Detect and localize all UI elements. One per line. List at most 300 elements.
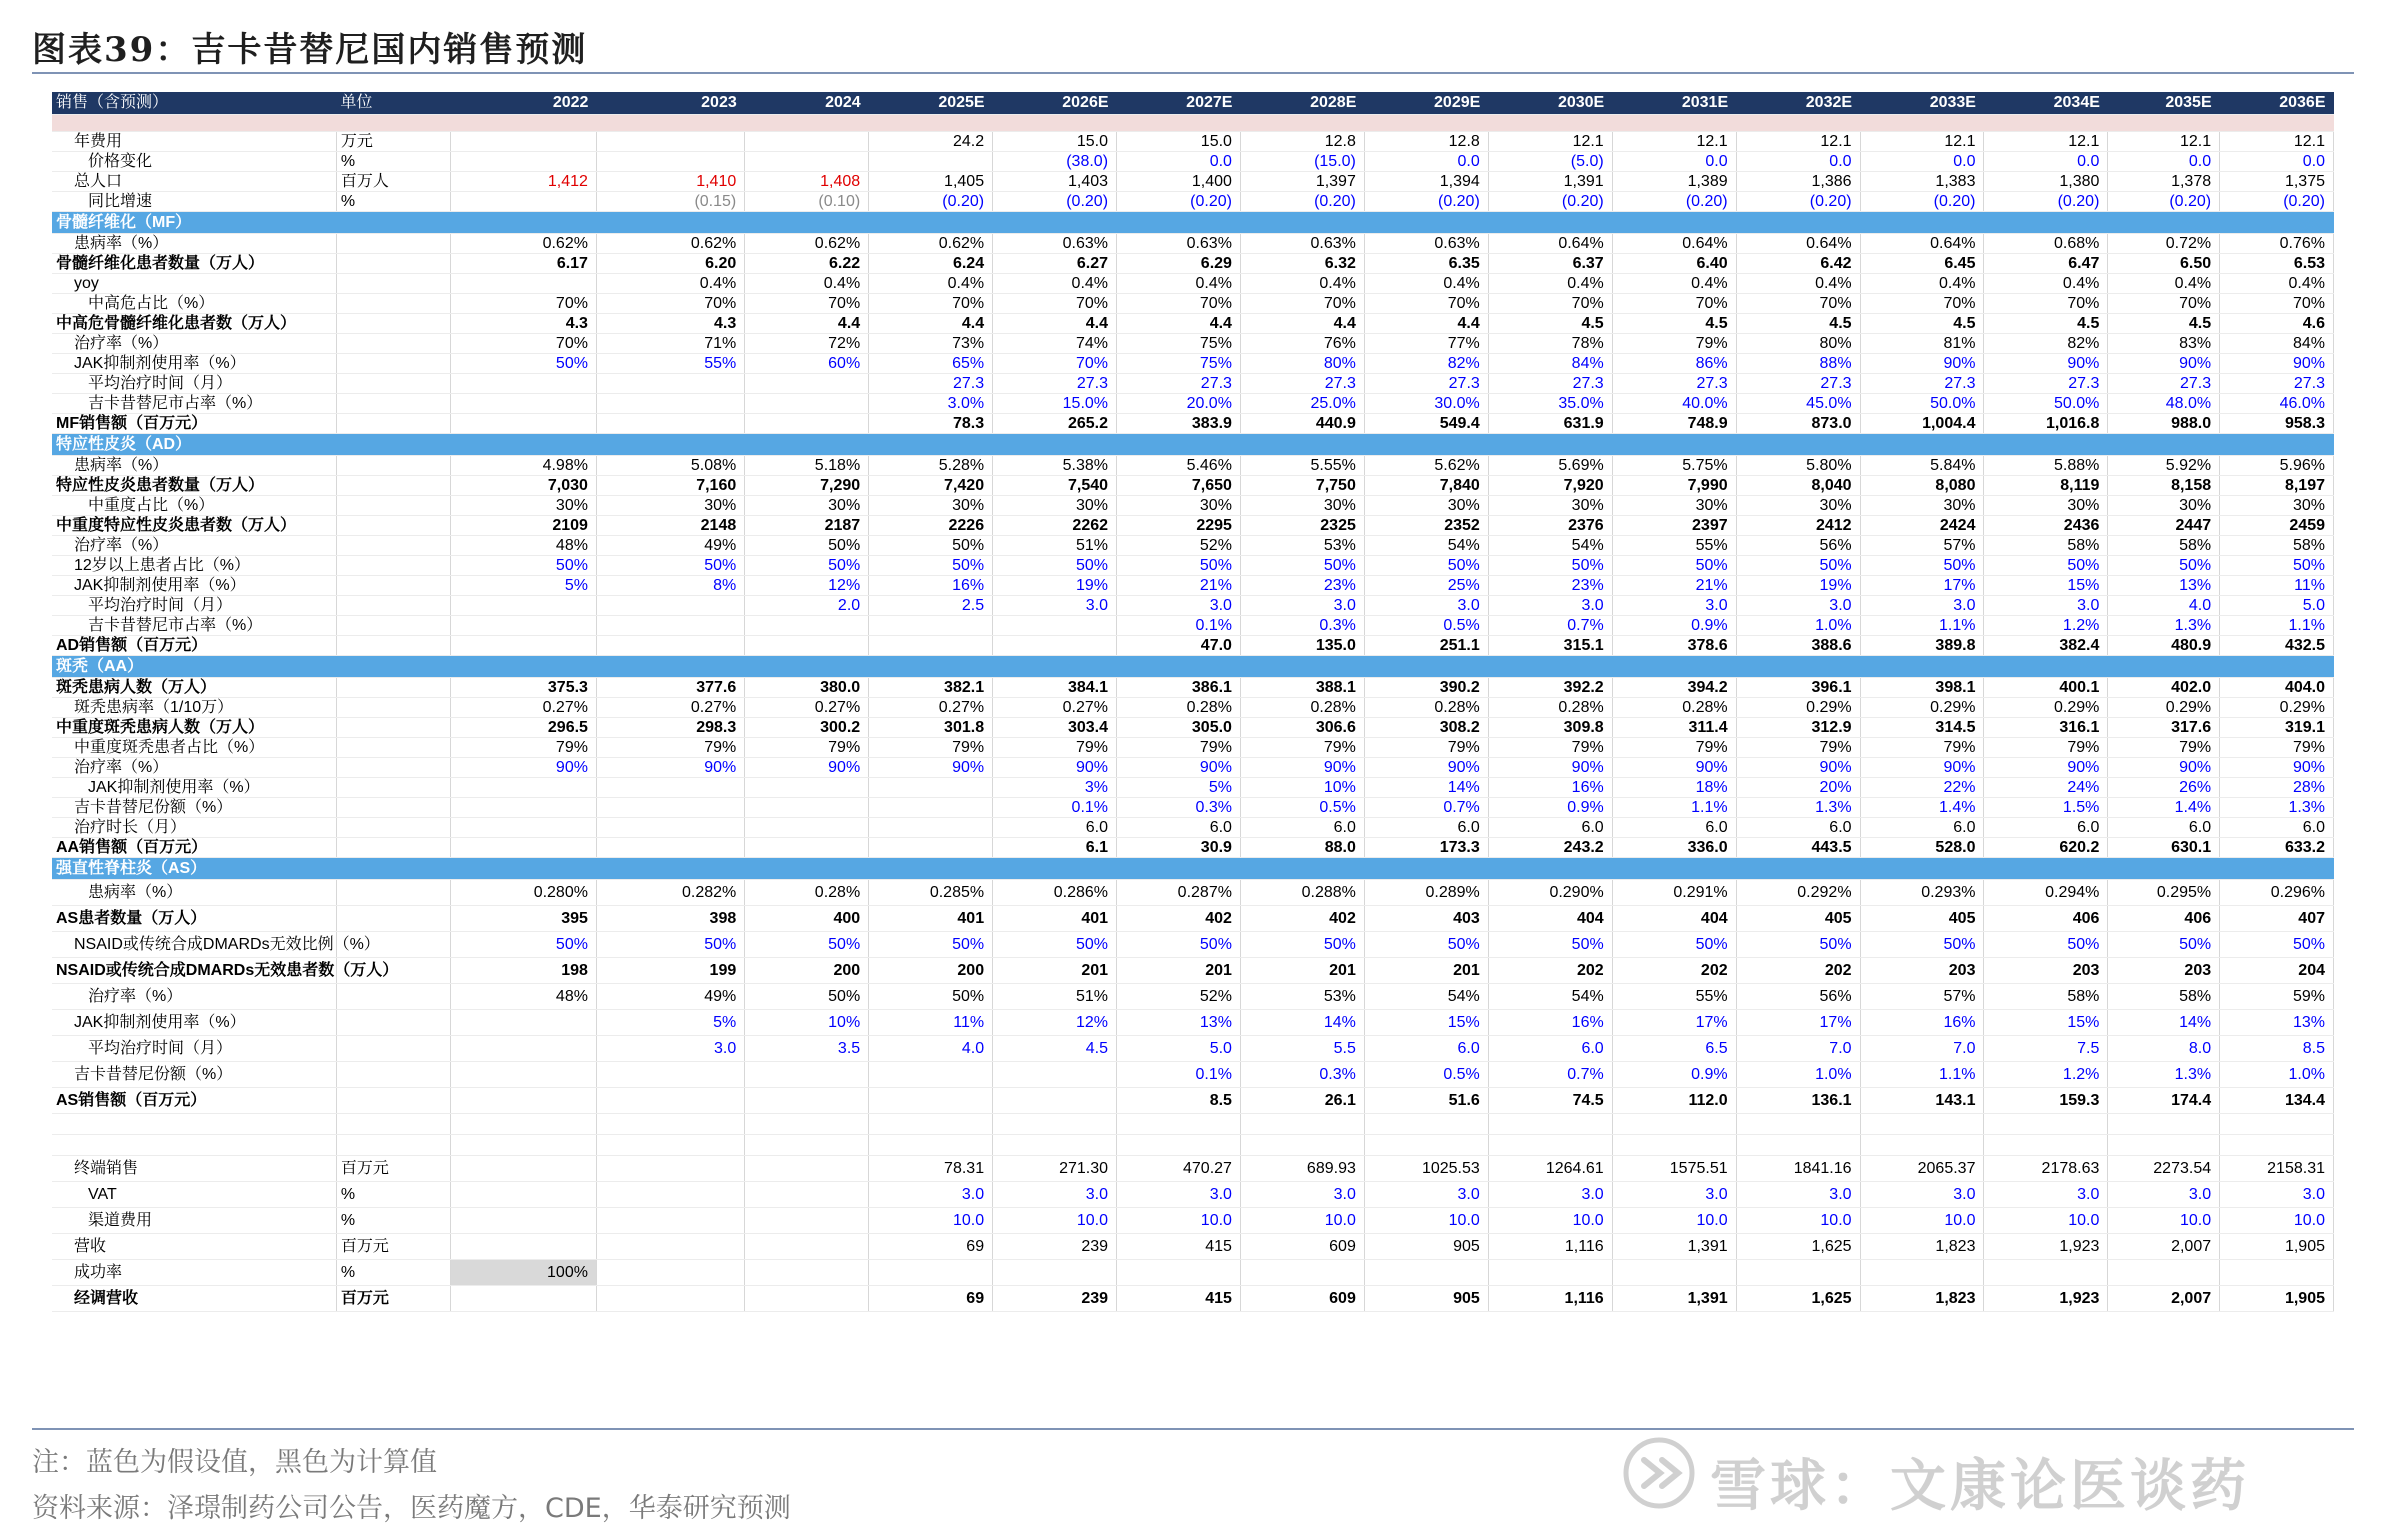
row-unit: % <box>336 152 450 172</box>
value-cell: 6.50 <box>2108 254 2220 274</box>
value-cell: 79% <box>1488 738 1612 758</box>
value-cell: 8.0 <box>2108 1036 2220 1062</box>
value-cell: 1,391 <box>1612 1234 1736 1260</box>
value-cell: 630.1 <box>2108 838 2220 858</box>
value-cell: 81% <box>1860 334 1984 354</box>
value-cell: 301.8 <box>869 718 993 738</box>
value-cell: 5.69% <box>1488 456 1612 476</box>
row-unit <box>336 476 450 496</box>
value-cell: 2158.31 <box>2220 1156 2334 1182</box>
value-cell <box>745 1135 869 1156</box>
table-row <box>52 1286 2334 1312</box>
value-cell <box>993 656 1117 678</box>
value-cell: 405 <box>1860 906 1984 932</box>
value-cell: 0.0 <box>1860 152 1984 172</box>
value-cell: 6.40 <box>1612 254 1736 274</box>
value-cell: 27.3 <box>1612 374 1736 394</box>
year-header: 2024 <box>745 92 869 115</box>
value-cell: 0.291% <box>1612 880 1736 906</box>
value-cell <box>596 1135 744 1156</box>
value-cell <box>1488 1114 1612 1135</box>
row-label: 骨髓纤维化（MF） <box>52 212 336 234</box>
value-cell: 24% <box>1984 778 2108 798</box>
value-cell: 7,650 <box>1117 476 1241 496</box>
row-label: 销售（含预测） <box>52 92 336 115</box>
value-cell <box>993 1062 1117 1088</box>
value-cell: 392.2 <box>1488 678 1612 698</box>
row-label: 斑秃患病人数（万人） <box>52 678 336 698</box>
value-cell: 0.28% <box>1117 698 1241 718</box>
year-header: 2022 <box>450 92 596 115</box>
value-cell: 50% <box>450 354 596 374</box>
value-cell: 0.5% <box>1240 798 1364 818</box>
value-cell: 239 <box>993 1286 1117 1312</box>
value-cell <box>745 636 869 656</box>
value-cell: 400.1 <box>1984 678 2108 698</box>
value-cell: 79% <box>596 738 744 758</box>
value-cell <box>2108 212 2220 234</box>
value-cell <box>450 1286 596 1312</box>
value-cell: 10.0 <box>1612 1208 1736 1234</box>
value-cell: 443.5 <box>1736 838 1860 858</box>
value-cell: 4.4 <box>869 314 993 334</box>
value-cell: 10.0 <box>1364 1208 1488 1234</box>
value-cell: 3.0 <box>1240 1182 1364 1208</box>
value-cell: 0.0 <box>1117 152 1241 172</box>
value-cell <box>745 115 869 132</box>
value-cell: 3.0 <box>993 1182 1117 1208</box>
row-label: NSAID或传统合成DMARDs无效患者数（万人） <box>52 958 336 984</box>
value-cell: 0.28% <box>1612 698 1736 718</box>
row-label: 吉卡昔替尼份额（%） <box>52 1062 336 1088</box>
value-cell: (38.0) <box>993 152 1117 172</box>
value-cell: 298.3 <box>596 718 744 738</box>
row-unit <box>336 1010 450 1036</box>
value-cell: 30% <box>1240 496 1364 516</box>
row-unit <box>336 1114 450 1135</box>
value-cell: 0.63% <box>1240 234 1364 254</box>
value-cell: (0.20) <box>993 192 1117 212</box>
section-row <box>52 212 2334 234</box>
value-cell <box>1984 858 2108 880</box>
value-cell: 2,007 <box>2108 1234 2220 1260</box>
row-label: AS销售额（百万元） <box>52 1088 336 1114</box>
value-cell <box>745 1234 869 1260</box>
value-cell <box>450 838 596 858</box>
value-cell: 0.292% <box>1736 880 1860 906</box>
value-cell: 405 <box>1736 906 1860 932</box>
value-cell: 395 <box>450 906 596 932</box>
table-row <box>52 516 2334 536</box>
row-unit <box>336 394 450 414</box>
value-cell <box>869 858 993 880</box>
table-row <box>52 838 2334 858</box>
value-cell: 59% <box>2220 984 2334 1010</box>
value-cell: 3.0 <box>1488 1182 1612 1208</box>
value-cell: 7,540 <box>993 476 1117 496</box>
row-unit <box>336 906 450 932</box>
value-cell: 271.30 <box>993 1156 1117 1182</box>
value-cell: 8,080 <box>1860 476 1984 496</box>
value-cell <box>450 152 596 172</box>
value-cell <box>745 858 869 880</box>
value-cell <box>596 434 744 456</box>
value-cell: 50% <box>869 556 993 576</box>
value-cell <box>745 616 869 636</box>
value-cell <box>2108 434 2220 456</box>
value-cell <box>450 1135 596 1156</box>
value-cell: 4.4 <box>1364 314 1488 334</box>
value-cell: 0.9% <box>1612 1062 1736 1088</box>
table-row <box>52 172 2334 192</box>
value-cell: 30% <box>450 496 596 516</box>
value-cell: 382.1 <box>869 678 993 698</box>
value-cell: 1,116 <box>1488 1234 1612 1260</box>
value-cell: 1,625 <box>1736 1286 1860 1312</box>
value-cell: 16% <box>1860 1010 1984 1036</box>
value-cell <box>1117 1114 1241 1135</box>
value-cell: 6.53 <box>2220 254 2334 274</box>
value-cell <box>745 394 869 414</box>
value-cell: 201 <box>993 958 1117 984</box>
value-cell <box>1736 115 1860 132</box>
value-cell: 0.4% <box>745 274 869 294</box>
value-cell: 24.2 <box>869 132 993 152</box>
value-cell: 75% <box>1117 354 1241 374</box>
value-cell: 631.9 <box>1488 414 1612 434</box>
table-row <box>52 476 2334 496</box>
value-cell <box>1364 115 1488 132</box>
value-cell: 84% <box>2220 334 2334 354</box>
value-cell: 873.0 <box>1736 414 1860 434</box>
value-cell: 15.0 <box>1117 132 1241 152</box>
value-cell <box>1612 1260 1736 1286</box>
value-cell: 70% <box>869 294 993 314</box>
table-row <box>52 1208 2334 1234</box>
value-cell: 202 <box>1488 958 1612 984</box>
value-cell: 201 <box>1240 958 1364 984</box>
value-cell <box>745 1286 869 1312</box>
value-cell: 23% <box>1488 576 1612 596</box>
value-cell: 10.0 <box>1736 1208 1860 1234</box>
row-unit <box>336 536 450 556</box>
value-cell: 202 <box>1612 958 1736 984</box>
value-cell <box>745 212 869 234</box>
value-cell: 0.3% <box>1240 1062 1364 1088</box>
value-cell: 3.0 <box>1860 1182 1984 1208</box>
value-cell: 14% <box>2108 1010 2220 1036</box>
value-cell <box>450 1182 596 1208</box>
value-cell: 0.1% <box>1117 1062 1241 1088</box>
table-row <box>52 932 2334 958</box>
value-cell: 0.289% <box>1364 880 1488 906</box>
value-cell: 21% <box>1117 576 1241 596</box>
row-label: 经调营收 <box>52 1286 336 1312</box>
value-cell: 50% <box>2108 556 2220 576</box>
value-cell <box>1117 1260 1241 1286</box>
value-cell: 90% <box>1488 758 1612 778</box>
value-cell: 78% <box>1488 334 1612 354</box>
value-cell: 1.1% <box>1860 616 1984 636</box>
value-cell: 1,004.4 <box>1860 414 1984 434</box>
value-cell: 1,923 <box>1984 1234 2108 1260</box>
value-cell <box>745 656 869 678</box>
value-cell: 70% <box>993 354 1117 374</box>
value-cell: 0.7% <box>1364 798 1488 818</box>
value-cell: 5.28% <box>869 456 993 476</box>
row-label: 患病率（%） <box>52 880 336 906</box>
title-divider <box>32 72 2354 74</box>
table-row <box>52 758 2334 778</box>
value-cell: 135.0 <box>1240 636 1364 656</box>
row-unit: 百万元 <box>336 1234 450 1260</box>
value-cell: 23% <box>1240 576 1364 596</box>
row-label: 中高危骨髓纤维化患者数（万人） <box>52 314 336 334</box>
value-cell: 4.3 <box>450 314 596 334</box>
value-cell: 80% <box>1736 334 1860 354</box>
value-cell <box>993 115 1117 132</box>
value-cell: 5.5 <box>1240 1036 1364 1062</box>
value-cell <box>993 212 1117 234</box>
value-cell <box>869 1135 993 1156</box>
value-cell: 0.62% <box>745 234 869 254</box>
value-cell <box>596 596 744 616</box>
value-cell: 72% <box>745 334 869 354</box>
value-cell: 173.3 <box>1364 838 1488 858</box>
value-cell <box>596 616 744 636</box>
table-row <box>52 958 2334 984</box>
value-cell: 389.8 <box>1860 636 1984 656</box>
value-cell: 5.80% <box>1736 456 1860 476</box>
row-unit <box>336 818 450 838</box>
value-cell: 5% <box>596 1010 744 1036</box>
value-cell: 0.296% <box>2220 880 2334 906</box>
value-cell: 5.08% <box>596 456 744 476</box>
value-cell: 19% <box>1736 576 1860 596</box>
table-body <box>52 92 2334 1312</box>
value-cell: 79% <box>745 738 869 758</box>
year-header: 2030E <box>1488 92 1612 115</box>
value-cell <box>596 1286 744 1312</box>
value-cell: 90% <box>1612 758 1736 778</box>
value-cell: 8,158 <box>2108 476 2220 496</box>
value-cell: 30% <box>596 496 744 516</box>
value-cell: 54% <box>1488 536 1612 556</box>
row-unit <box>336 1062 450 1088</box>
value-cell: 50% <box>1117 556 1241 576</box>
value-cell: 5.84% <box>1860 456 1984 476</box>
value-cell: 0.1% <box>993 798 1117 818</box>
value-cell: 53% <box>1240 984 1364 1010</box>
row-label <box>52 115 336 132</box>
value-cell: 6.0 <box>1364 1036 1488 1062</box>
value-cell: 50% <box>450 932 596 958</box>
table-row <box>52 1234 2334 1260</box>
value-cell <box>596 818 744 838</box>
value-cell: 30% <box>1364 496 1488 516</box>
value-cell: 7,420 <box>869 476 993 496</box>
value-cell: 0.286% <box>993 880 1117 906</box>
value-cell <box>450 778 596 798</box>
row-label <box>52 1114 336 1135</box>
row-unit <box>336 314 450 334</box>
value-cell: 10.0 <box>1240 1208 1364 1234</box>
value-cell: 13% <box>2108 576 2220 596</box>
value-cell: 0.4% <box>1240 274 1364 294</box>
value-cell: 401 <box>869 906 993 932</box>
value-cell <box>745 374 869 394</box>
value-cell: 5.55% <box>1240 456 1364 476</box>
value-cell: 55% <box>1612 984 1736 1010</box>
value-cell: 5.0 <box>2220 596 2334 616</box>
value-cell: 70% <box>450 334 596 354</box>
value-cell: 0.63% <box>1117 234 1241 254</box>
value-cell: 75% <box>1117 334 1241 354</box>
value-cell: 6.35 <box>1364 254 1488 274</box>
row-label: 患病率（%） <box>52 456 336 476</box>
value-cell: 0.3% <box>1240 616 1364 636</box>
value-cell <box>450 1156 596 1182</box>
value-cell: 203 <box>1984 958 2108 984</box>
value-cell: 8% <box>596 576 744 596</box>
row-unit: % <box>336 192 450 212</box>
table-row <box>52 1114 2334 1135</box>
value-cell: 3.0 <box>2108 1182 2220 1208</box>
value-cell: 5% <box>1117 778 1241 798</box>
value-cell: 3.0 <box>1984 1182 2108 1208</box>
value-cell: 60% <box>745 354 869 374</box>
value-cell: 0.72% <box>2108 234 2220 254</box>
row-unit <box>336 414 450 434</box>
value-cell: 50% <box>2108 932 2220 958</box>
value-cell: 1,016.8 <box>1984 414 2108 434</box>
value-cell: 265.2 <box>993 414 1117 434</box>
value-cell: 5.46% <box>1117 456 1241 476</box>
value-cell: 386.1 <box>1117 678 1241 698</box>
value-cell <box>1488 434 1612 456</box>
value-cell <box>1240 1114 1364 1135</box>
value-cell: 243.2 <box>1488 838 1612 858</box>
value-cell <box>1736 1260 1860 1286</box>
value-cell: 0.7% <box>1488 616 1612 636</box>
value-cell: 56% <box>1736 984 1860 1010</box>
value-cell: 27.3 <box>1736 374 1860 394</box>
row-label: 中重度斑秃患者占比（%） <box>52 738 336 758</box>
value-cell: 90% <box>1984 758 2108 778</box>
value-cell: 5.88% <box>1984 456 2108 476</box>
row-unit <box>336 880 450 906</box>
value-cell: (0.20) <box>2220 192 2334 212</box>
row-unit <box>336 758 450 778</box>
row-label: 治疗率（%） <box>52 334 336 354</box>
value-cell: 1.5% <box>1984 798 2108 818</box>
value-cell: 6.0 <box>1984 818 2108 838</box>
value-cell: 0.4% <box>1860 274 1984 294</box>
value-cell <box>450 1088 596 1114</box>
value-cell: 6.0 <box>1488 1036 1612 1062</box>
value-cell: 0.27% <box>745 698 869 718</box>
value-cell: 2412 <box>1736 516 1860 536</box>
value-cell <box>1984 115 2108 132</box>
value-cell <box>596 778 744 798</box>
value-cell <box>596 394 744 414</box>
value-cell: 30% <box>1612 496 1736 516</box>
value-cell <box>1860 656 1984 678</box>
row-label: 渠道费用 <box>52 1208 336 1234</box>
value-cell: 50% <box>745 932 869 958</box>
value-cell <box>2108 1135 2220 1156</box>
value-cell: 79% <box>1736 738 1860 758</box>
value-cell: 480.9 <box>2108 636 2220 656</box>
value-cell: 6.32 <box>1240 254 1364 274</box>
row-unit <box>336 456 450 476</box>
row-unit <box>336 656 450 678</box>
row-unit <box>336 596 450 616</box>
value-cell: 200 <box>869 958 993 984</box>
value-cell: 1.2% <box>1984 1062 2108 1088</box>
row-label: 强直性脊柱炎（AS） <box>52 858 336 880</box>
value-cell: 70% <box>993 294 1117 314</box>
value-cell: 11% <box>869 1010 993 1036</box>
value-cell <box>2220 1135 2334 1156</box>
value-cell: 3.0 <box>596 1036 744 1062</box>
value-cell: 56% <box>1736 536 1860 556</box>
value-cell: 46.0% <box>2220 394 2334 414</box>
value-cell <box>869 616 993 636</box>
value-cell: 4.3 <box>596 314 744 334</box>
row-label: 价格变化 <box>52 152 336 172</box>
value-cell: 6.45 <box>1860 254 1984 274</box>
value-cell: 79% <box>1860 738 1984 758</box>
value-cell: 0.4% <box>1117 274 1241 294</box>
value-cell: 14% <box>1240 1010 1364 1036</box>
value-cell: 1,386 <box>1736 172 1860 192</box>
value-cell: 54% <box>1364 536 1488 556</box>
value-cell <box>1736 434 1860 456</box>
value-cell: 159.3 <box>1984 1088 2108 1114</box>
table-row <box>52 536 2334 556</box>
value-cell <box>450 798 596 818</box>
value-cell: (0.20) <box>1736 192 1860 212</box>
value-cell: 30% <box>1984 496 2108 516</box>
value-cell: 2424 <box>1860 516 1984 536</box>
table-row <box>52 984 2334 1010</box>
value-cell: 90% <box>596 758 744 778</box>
value-cell: 1.3% <box>1736 798 1860 818</box>
value-cell <box>1117 212 1241 234</box>
value-cell: 50% <box>1612 932 1736 958</box>
value-cell <box>1984 1260 2108 1286</box>
value-cell: 6.0 <box>1117 818 1241 838</box>
table-row <box>52 394 2334 414</box>
value-cell <box>1860 1260 1984 1286</box>
row-unit <box>336 1135 450 1156</box>
value-cell <box>1612 656 1736 678</box>
value-cell <box>1240 1135 1364 1156</box>
value-cell: 403 <box>1364 906 1488 932</box>
value-cell: 90% <box>450 758 596 778</box>
value-cell <box>1488 858 1612 880</box>
value-cell <box>1364 858 1488 880</box>
value-cell: 28% <box>2220 778 2334 798</box>
year-header: 2026E <box>993 92 1117 115</box>
value-cell: 70% <box>1736 294 1860 314</box>
value-cell: 0.4% <box>2220 274 2334 294</box>
value-cell: 1,391 <box>1488 172 1612 192</box>
value-cell: 0.5% <box>1364 616 1488 636</box>
value-cell: 0.29% <box>1984 698 2108 718</box>
value-cell: 0.29% <box>1736 698 1860 718</box>
